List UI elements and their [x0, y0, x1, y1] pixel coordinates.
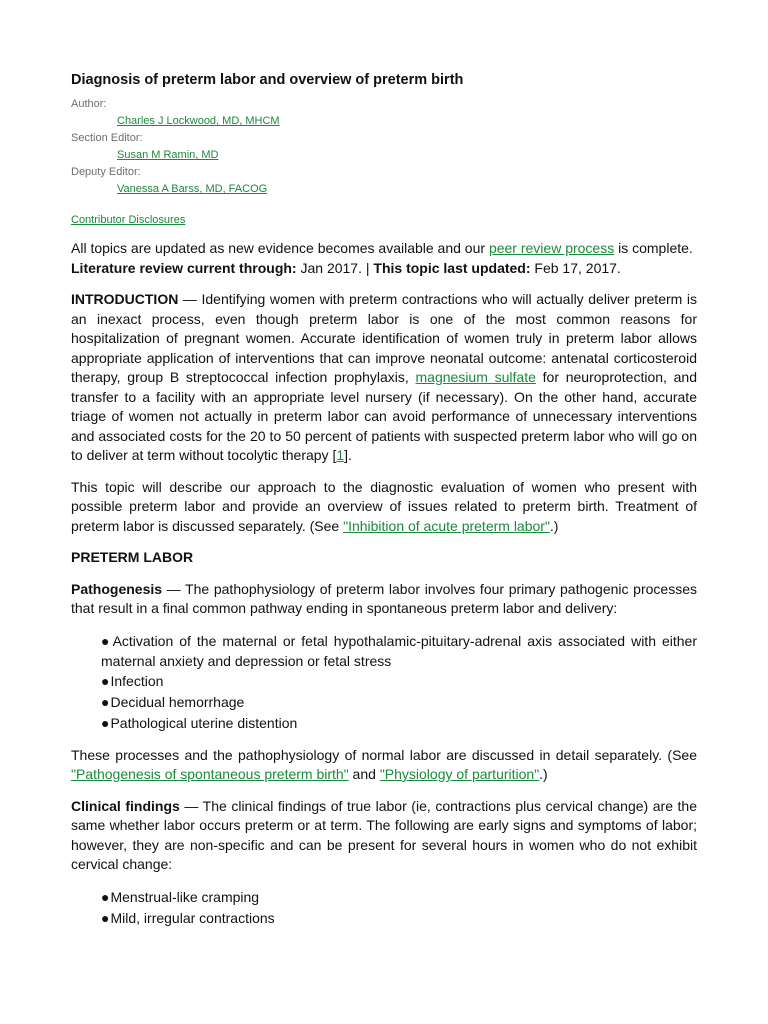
- section-editor-label: Section Editor:: [71, 132, 143, 144]
- list-item-text: Pathological uterine distention: [110, 714, 298, 731]
- pathogenesis-text: — The pathophysiology of preterm labor involves four primary pathogenic processes that result in a final common pathway ending in spontaneous preterm labor and delivery:: [71, 580, 697, 616]
- deputy-editor-link[interactable]: Vanessa A Barss, MD, FACOG: [117, 183, 268, 195]
- bullet-icon: ●: [101, 672, 110, 689]
- list-item: [101, 887, 697, 908]
- list-item: [101, 713, 697, 734]
- magnesium-sulfate-link[interactable]: magnesium sulfate: [415, 369, 536, 385]
- reference-link[interactable]: 1: [336, 447, 345, 463]
- author-link[interactable]: Charles J Lockwood, MD, MHCM: [117, 115, 280, 127]
- list-item-text: Activation of the maternal or fetal hypothalamic-pituitary-adrenal axis associated with either maternal anxiety and depression or fetal stress: [101, 632, 697, 669]
- scope-text-end: .): [549, 517, 559, 534]
- physiology-parturition-link[interactable]: "Physiology of parturition": [379, 766, 540, 782]
- author-label: Author:: [71, 98, 107, 110]
- list-item: [101, 671, 697, 692]
- intro-text: — Identifying women with preterm contractions who will actually deliver preterm is an inexact process, even though preterm labor is one of the most common reasons for hospitalization of pregnant women. Accurate identification of women truly in preterm labor allows appropriate application of interventions that can improve neonatal outcome: antenatal corticosteroid therapy, group B streptococcal infection prophylaxis,: [71, 291, 697, 385]
- scope-paragraph: [71, 478, 697, 537]
- clinical-findings-list: [71, 887, 697, 929]
- last-updated-value: Feb 17, 2017.: [530, 259, 621, 276]
- bullet-icon: ●: [101, 693, 110, 710]
- update-info: [71, 239, 697, 278]
- processes-text: These processes and the pathophysiology of normal labor are discussed in detail separately. (See: [71, 746, 697, 763]
- list-item: [101, 692, 697, 713]
- pathogenesis-paragraph: [71, 580, 697, 619]
- update-text-end: is complete.: [614, 240, 693, 256]
- clinical-findings-paragraph: [71, 797, 697, 875]
- inhibition-link[interactable]: "Inhibition of acute preterm labor": [343, 517, 550, 534]
- peer-review-link[interactable]: peer review process: [488, 240, 615, 256]
- lit-review-label: Literature review current through:: [71, 259, 297, 276]
- introduction-paragraph: [71, 290, 697, 466]
- pathogenesis-heading: Pathogenesis: [71, 580, 163, 597]
- article: [71, 70, 697, 929]
- clinical-findings-heading: Clinical findings: [71, 797, 180, 814]
- list-item-text: Decidual hemorrhage: [110, 693, 245, 710]
- bullet-icon: ●: [101, 714, 110, 731]
- scope-text: This topic will describe our approach to the diagnostic evaluation of women who present with possible preterm labor and provide an overview of issues related to preterm birth. Treatment of preterm labor is discussed separately. (See: [71, 478, 697, 534]
- list-item-text: Mild, irregular contractions: [110, 909, 275, 926]
- article-title: Diagnosis of preterm labor and overview of preterm birth: [71, 72, 464, 88]
- section-editor-link[interactable]: Susan M Ramin, MD: [117, 149, 219, 161]
- introduction-heading: INTRODUCTION: [71, 291, 179, 307]
- bullet-icon: ●: [101, 632, 112, 649]
- processes-text-end: .): [539, 766, 548, 782]
- intro-text-2: for neuroprotection, and transfer to a facility with an appropriate level nursery (if necessary). On the other hand, accurate triage of women not actually in preterm labor can avoid performance of unnecessary interventions and associated costs for the 20 to 50 percent of patients with suspected preterm labor who will go on to deliver at term without tocolytic therapy [: [71, 369, 698, 463]
- pathogenesis-preterm-link[interactable]: "Pathogenesis of spontaneous preterm birth": [71, 766, 349, 782]
- contributor-disclosures-link[interactable]: Contributor Disclosures: [71, 214, 186, 226]
- clinical-findings-text: — The clinical findings of true labor (ie, contractions plus cervical change) are the same whether labor occurs preterm or at term. The following are early signs and symptoms of labor; however, they are non-specific and can be present for several hours in women who do not exhibit cervical change:: [71, 797, 697, 872]
- list-item: [101, 908, 697, 929]
- processes-text-2: and: [348, 766, 380, 782]
- bullet-icon: ●: [101, 888, 110, 905]
- list-item: [101, 631, 697, 671]
- list-item-text: Menstrual-like cramping: [110, 888, 260, 905]
- deputy-editor-label: Deputy Editor:: [71, 166, 141, 178]
- list-item-text: Infection: [110, 672, 164, 689]
- pathogenesis-list: [71, 631, 697, 734]
- intro-text-3: ].: [344, 447, 352, 463]
- processes-paragraph: [71, 746, 697, 785]
- bullet-icon: ●: [101, 909, 110, 926]
- lit-review-value: Jan 2017. |: [296, 259, 374, 276]
- last-updated-label: This topic last updated:: [373, 259, 531, 276]
- preterm-labor-heading: PRETERM LABOR: [71, 549, 194, 565]
- update-text: All topics are updated as new evidence becomes available and our: [71, 240, 489, 256]
